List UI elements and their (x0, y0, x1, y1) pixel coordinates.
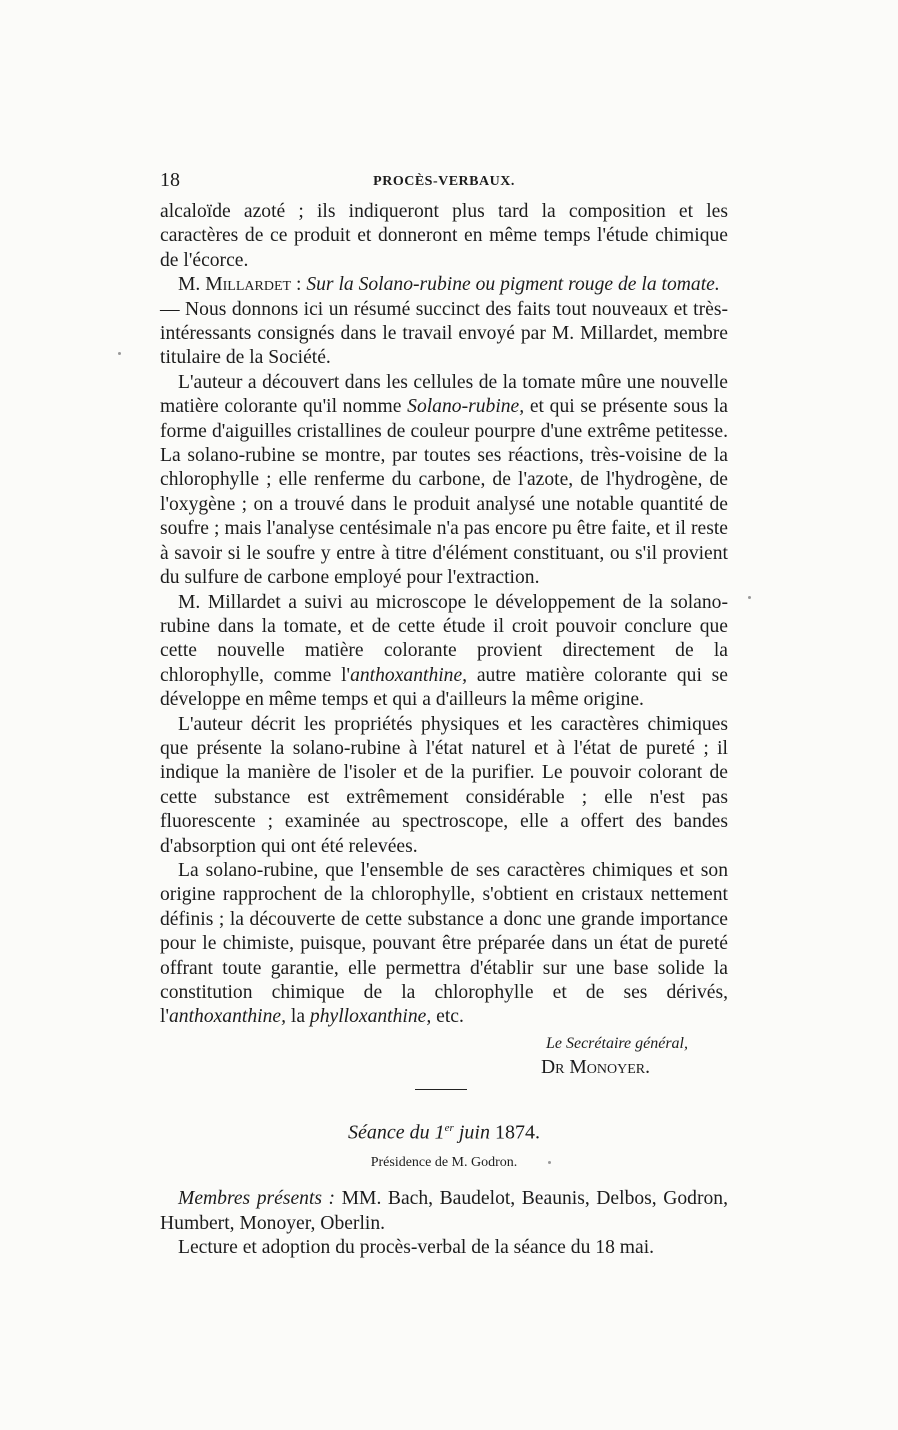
paragraph-5 (160, 713, 728, 859)
term-phylloxanthine: phylloxanthine, (309, 1006, 432, 1028)
members-present (160, 1187, 728, 1236)
term-anthoxanthine: anthoxanthine, (350, 664, 468, 686)
paragraph-3-text-a: L'auteur a découvert dans les cellules de la tomate mûre une nouvelle matière colorante qu'il nomme (160, 371, 728, 418)
paragraph-3-text-b: et qui se présente sous la forme d'aiguilles cristallines de couleur pourpre d'une extrême petitesse. La solano-rubine se montre, par toutes ses réactions, très-voisine de la chlorophylle ; elle renferme du carbone, de l'azote, de l'hydrogène, de l'oxygène ; on a trouvé dans le produit analysé une notable quantité de soufre ; mais l'analyse centésimale n'a pas encore pu être faite, et il reste à savoir si le soufre y entre à titre d'élément constituant, ou s'il provient du sulfure de carbone employé pour l'extraction. (160, 396, 728, 589)
paragraph-4-text-b: autre matière colorante qui se développe en même temps et qui a d'ailleurs la même origine. (160, 664, 728, 711)
paragraph-millardet: M. Millardet : Sur la Solano-rubine ou pigment rouge de la tomate. — Nous donnons ici un résumé succinct des faits tout nouveaux et très-intéressants consignés dans le travail envoyé par M. Millardet, membre titulaire de la Société. (160, 274, 728, 369)
paragraph-6 (160, 859, 728, 1030)
closing-text: Lecture et adoption du procès-verbal de la séance du 18 mai. (178, 1236, 655, 1258)
paragraph-4-text-a: M. Millardet a suivi au microscope le développement de la solano-rubine dans la tomate, et de cette étude il croit pouvoir conclure que cette nouvelle matière colorante provient directement de la chlorophylle, comme l' (160, 591, 728, 686)
paragraph-6-text-mid: la (285, 1006, 310, 1028)
document-page (160, 168, 728, 1260)
signature-role: Le Secrétaire général, (545, 1034, 688, 1052)
scan-speck (748, 596, 751, 599)
article-title: Sur la Solano-rubine ou pigment rouge de la tomate. (306, 274, 720, 296)
section-divider (415, 1089, 467, 1090)
paragraph-5-text: L'auteur décrit les propriétés physiques et les caractères chimiques que présente la solano-rubine à l'état naturel et à l'état de pureté ; il indique la manière de l'isoler et de la purifier. Le pouvoir colorant de cette substance est extrêmement considérable ; elle n'est pas fluorescente ; examinée au spectroscope, elle a offert des bandes d'absorption qui ont été relevées. (160, 713, 728, 857)
paragraph-1 (160, 200, 728, 273)
session-year: 1874. (494, 1121, 540, 1144)
closing-line (160, 1236, 728, 1260)
paragraph-2-text: — Nous donnons ici un résumé succinct des faits tout nouveaux et très-intéressants consignés dans le travail envoyé par M. Millardet, membre titulaire de la Société. (160, 298, 728, 369)
presidence-line: Présidence de M. Godron. (370, 1154, 518, 1170)
page-header (160, 168, 728, 196)
term-solano-rubine: Solano-rubine, (407, 396, 525, 418)
term-anthoxanthine-2: anthoxanthine, (168, 1006, 286, 1028)
paragraph-4 (160, 591, 728, 713)
session-title-sup: er (444, 1121, 454, 1134)
members-label: Membres présents : (178, 1188, 336, 1210)
running-head: PROCÈS-VERBAUX. (373, 174, 515, 189)
paragraph-3 (160, 371, 728, 591)
signature-name: Dr Monoyer. (540, 1057, 650, 1079)
members-list: MM. Bach, Baudelot, Beaunis, Delbos, Godron, Humbert, Monoyer, Oberlin. (160, 1188, 728, 1234)
signature-block (160, 1032, 728, 1081)
session-title-a: Séance du 1 (348, 1121, 445, 1144)
author-name: M. Millardet (178, 274, 292, 296)
page-number: 18 (160, 169, 180, 191)
session-title (160, 1116, 728, 1145)
scan-speck (118, 352, 121, 355)
session-title-b: juin (453, 1121, 495, 1144)
paragraph-6-text-b: etc. (431, 1006, 464, 1028)
paragraph-6-text-a: La solano-rubine, que l'ensemble de ses caractères chimiques et son origine rapprochent de la chlorophylle, s'obtient en cristaux nettement définis ; la découverte de cette substance a donc une grande importance pour le chimiste, puisque, pouvant être préparée dans un état de pureté offrant toute garantie, elle permettra d'établir sur une base solide la constitution chimique de la chlorophylle et de ses dérivés, l' (160, 859, 728, 1028)
paragraph-1-text: alcaloïde azoté ; ils indiqueront plus tard la composition et les caractères de ce produit et donneront en même temps l'étude chimique de l'écorce. (160, 201, 728, 271)
